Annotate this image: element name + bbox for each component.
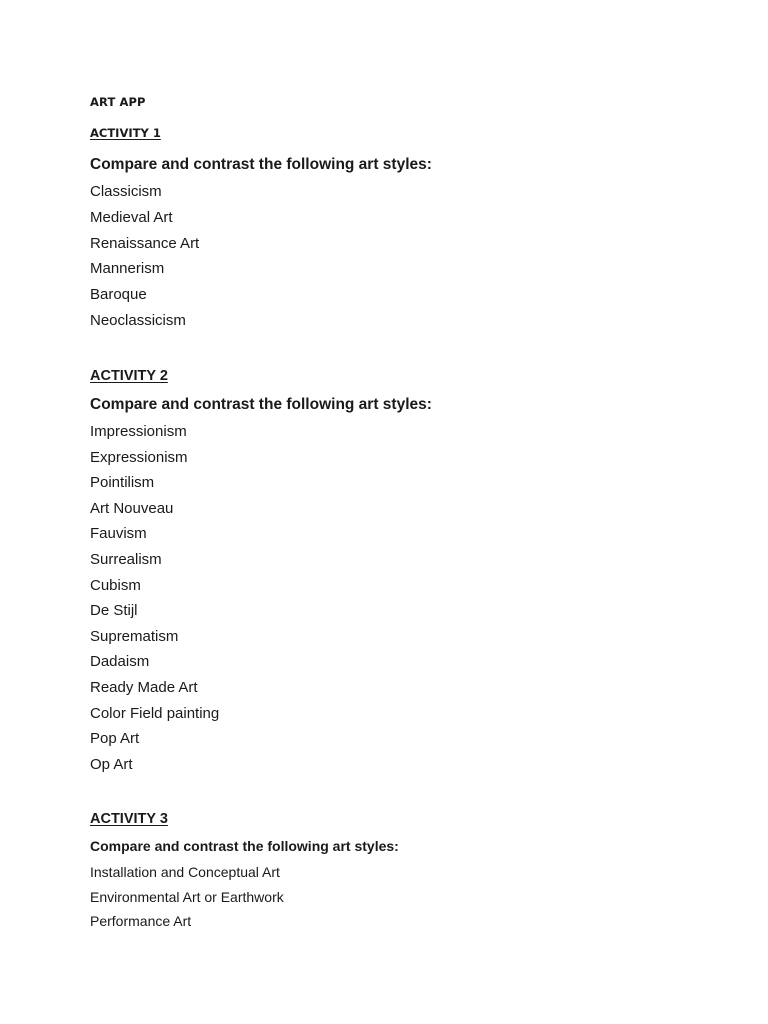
- art-style-list: [90, 422, 432, 780]
- list-item: Surrealism: [90, 550, 162, 568]
- list-item: Environmental Art or Earthwork: [90, 888, 284, 905]
- list-item: Renaissance Art: [90, 234, 200, 252]
- document-title: ART APP: [90, 95, 146, 109]
- list-item: Art Nouveau: [90, 499, 174, 517]
- list-item: Ready Made Art: [90, 678, 198, 696]
- activity-3-section: [90, 810, 399, 937]
- list-item: Op Art: [90, 755, 133, 773]
- list-item: Performance Art: [90, 913, 192, 929]
- activity-prompt: Compare and contrast the following art styles:: [90, 396, 432, 413]
- list-item: Baroque: [90, 286, 147, 304]
- list-item: Mannerism: [90, 260, 165, 278]
- list-item: Pop Art: [90, 730, 140, 748]
- list-item: Neoclassicism: [90, 311, 186, 329]
- list-item: Dadaism: [90, 653, 150, 671]
- list-item: De Stijl: [90, 602, 138, 620]
- art-style-list: [90, 863, 399, 937]
- activity-prompt: Compare and contrast the following art styles:: [90, 838, 399, 854]
- list-item: Installation and Conceptual Art: [90, 864, 280, 880]
- activity-heading: ACTIVITY 3: [90, 811, 168, 827]
- art-style-list: [90, 182, 432, 337]
- activity-heading: ACTIVITY 2: [90, 368, 168, 384]
- list-item: Cubism: [90, 576, 141, 594]
- list-item: Suprematism: [90, 627, 179, 645]
- list-item: Classicism: [90, 183, 162, 200]
- activity-heading: ACTIVITY 1: [90, 126, 161, 140]
- list-item: Expressionism: [90, 448, 188, 466]
- activity-prompt: Compare and contrast the following art styles:: [90, 156, 432, 173]
- activity-2-section: [90, 367, 432, 780]
- list-item: Pointilism: [90, 474, 155, 492]
- activity-1-section: [90, 126, 432, 337]
- list-item: Impressionism: [90, 423, 187, 440]
- list-item: Fauvism: [90, 525, 147, 543]
- list-item: Medieval Art: [90, 208, 173, 226]
- list-item: Color Field painting: [90, 704, 220, 722]
